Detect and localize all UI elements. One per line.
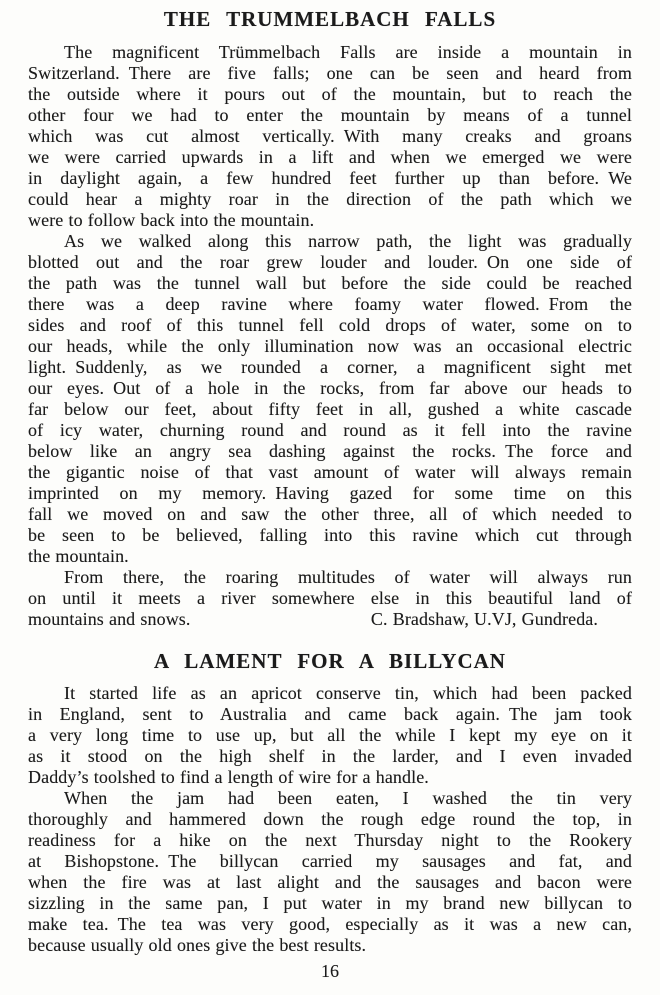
text-line: on until it meets a river somewhere else in this beautiful land of [28, 588, 632, 608]
article-attribution: C. Bradshaw, U.VJ, Gundreda. [370, 609, 598, 629]
text-line: our eyes. Out of a hole in the rocks, from far above our heads to [28, 378, 632, 398]
text-line: below like an angry sea dashing against the rocks. The force and [28, 441, 632, 461]
text-line: the path was the tunnel wall but before the side could be reached [28, 273, 632, 293]
text-line: It started life as an apricot conserve tin, which had been packed [64, 683, 632, 703]
text-line: which was cut almost vertically. With many creaks and groans [28, 126, 632, 146]
text-line: make tea. The tea was very good, especially as it was a new can, [28, 914, 632, 934]
text-line: could hear a mighty roar in the direction of the path which we [28, 189, 632, 209]
text-line: From there, the roaring multitudes of water will always run [64, 567, 632, 587]
text-line: sides and roof of this tunnel fell cold drops of water, some on to [28, 315, 632, 335]
text-line: other four we had to enter the mountain by means of a tunnel [28, 105, 632, 125]
page-content [28, 6, 632, 956]
text-line: as it stood on the high shelf in the larder, and I even invaded [28, 746, 632, 766]
page-number: 16 [321, 961, 339, 981]
line-left-text: mountains and snows. [28, 609, 191, 629]
paragraph [28, 42, 632, 231]
text-line: blotted out and the roar grew louder and louder. On one side of [28, 252, 632, 272]
text-line: were to follow back into the mountain. [28, 210, 315, 230]
paragraph [28, 567, 632, 630]
text-line: light. Suddenly, as we rounded a corner, a magnificent sight met [28, 357, 632, 377]
text-line: in England, sent to Australia and came back again. The jam took [28, 704, 632, 724]
paragraph [28, 231, 632, 567]
text-line: sizzling in the same pan, I put water in my brand new billycan to [28, 893, 632, 913]
text-line: fall we moved on and saw the other three, all of which needed to [28, 504, 632, 524]
text-line: a very long time to use up, but all the while I kept my eye on it [28, 725, 632, 745]
text-line: we were carried upwards in a lift and when we emerged we were [28, 147, 632, 167]
text-line: because usually old ones give the best results. [28, 935, 367, 955]
text-line: when the fire was at last alight and the sausages and bacon were [28, 872, 632, 892]
text-line: When the jam had been eaten, I washed the tin very [64, 788, 632, 808]
text-line: imprinted on my memory. Having gazed for some time on this [28, 483, 632, 503]
text-line: of icy water, churning round and round as it fell into the ravine [28, 420, 632, 440]
article-title: THE TRUMMELBACH FALLS [163, 7, 497, 31]
text-line: at Bishopstone. The billycan carried my sausages and fat, and [28, 851, 632, 871]
text-line: be seen to be believed, falling into this ravine which cut through [28, 525, 632, 545]
text-line: far below our feet, about fifty feet in all, gushed a white cascade [28, 399, 632, 419]
text-line: Daddy’s toolshed to find a length of wire for a handle. [28, 767, 429, 787]
text-line: the outside where it pours out of the mountain, but to reach the [28, 84, 632, 104]
text-line: our heads, while the only illumination now was an occasional electric [28, 336, 632, 356]
text-line: The magnificent Trümmelbach Falls are inside a mountain in [64, 42, 632, 62]
text-line: in daylight again, a few hundred feet further up than before. We [28, 168, 632, 188]
paragraph [28, 788, 632, 956]
article-title: A LAMENT FOR A BILLYCAN [154, 649, 506, 673]
article [28, 648, 632, 956]
article [28, 6, 632, 630]
text-line: Switzerland. There are five falls; one can be seen and heard from [28, 63, 632, 83]
text-line-with-attribution [28, 609, 632, 630]
paragraph [28, 683, 632, 788]
text-line: thoroughly and hammered down the rough edge round the top, in [28, 809, 632, 829]
text-line: the gigantic noise of that vast amount of water will always remain [28, 462, 632, 482]
text-line: As we walked along this narrow path, the light was gradually [64, 231, 632, 251]
text-line: readiness for a hike on the next Thursday night to the Rookery [28, 830, 632, 850]
text-line: there was a deep ravine where foamy water flowed. From the [28, 294, 632, 314]
text-line: the mountain. [28, 546, 129, 566]
